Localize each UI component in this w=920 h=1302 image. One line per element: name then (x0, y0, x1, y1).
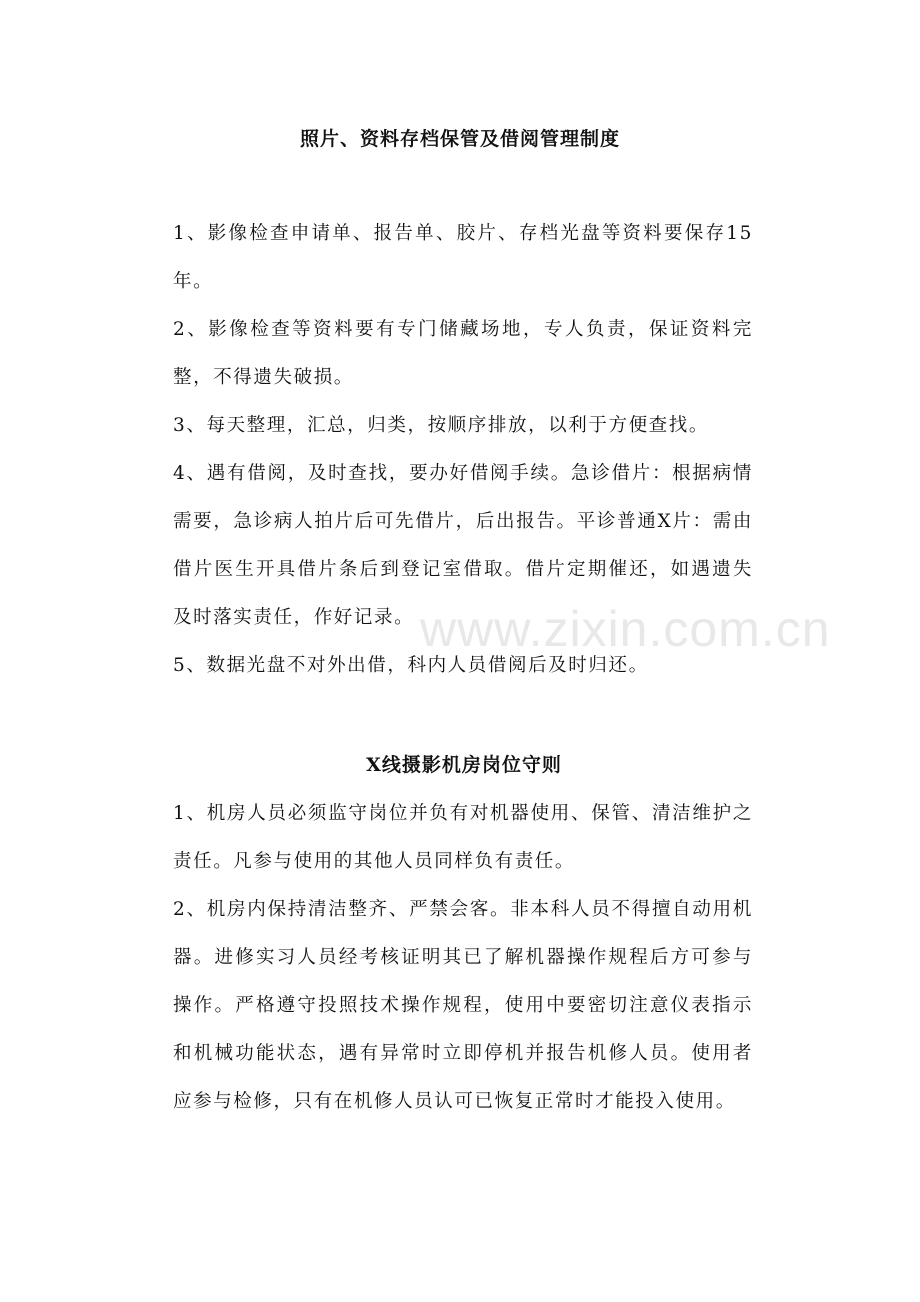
section-body-archive-policy (173, 210, 753, 690)
section-title-archive-policy: 照片、资料存档保管及借阅管理制度 (299, 128, 620, 150)
section-title-xray-room-rules: X线摄影机房岗位守则 (366, 754, 562, 776)
paragraph-item: 3、每天整理，汇总，归类，按顺序排放，以利于方便查找。 (173, 415, 709, 436)
paragraph-item: 1、影像检查申请单、报告单、胶片、存档光盘等资料要保存15年。 (173, 223, 753, 292)
paragraph-item: 2、机房内保持清洁整齐、严禁会客。非本科人员不得擅自动用机器。进修实习人员经考核证明其已了解机器操作规程后方可参与操作。严格遵守投照技术操作规程，使用中要密切注意仪表指示和机械功能状态，遇有异常时立即停机并报告机修人员。使用者应参与检修，只有在机修人员认可已恢复正常时才能投入使用。 (173, 899, 753, 1112)
paragraph-item: 2、影像检查等资料要有专门储藏场地，专人负责，保证资料完整，不得遗失破损。 (173, 319, 753, 388)
paragraph-item: 4、遇有借阅，及时查找，要办好借阅手续。急诊借片：根据病情需要，急诊病人拍片后可先借片，后出报告。平诊普通X片：需由借片医生开具借片条后到登记室借取。借片定期催还，如遇遗失及时落实责任，作好记录。 (173, 463, 753, 628)
paragraph-item: 1、机房人员必须监守岗位并负有对机器使用、保管、清洁维护之责任。凡参与使用的其他人员同样负有责任。 (173, 803, 753, 872)
paragraph-item: 5、数据光盘不对外出借，科内人员借阅后及时归还。 (173, 655, 649, 676)
watermark: www.zixin.com.cn (420, 601, 831, 657)
section-body-xray-room-rules (173, 790, 753, 1126)
